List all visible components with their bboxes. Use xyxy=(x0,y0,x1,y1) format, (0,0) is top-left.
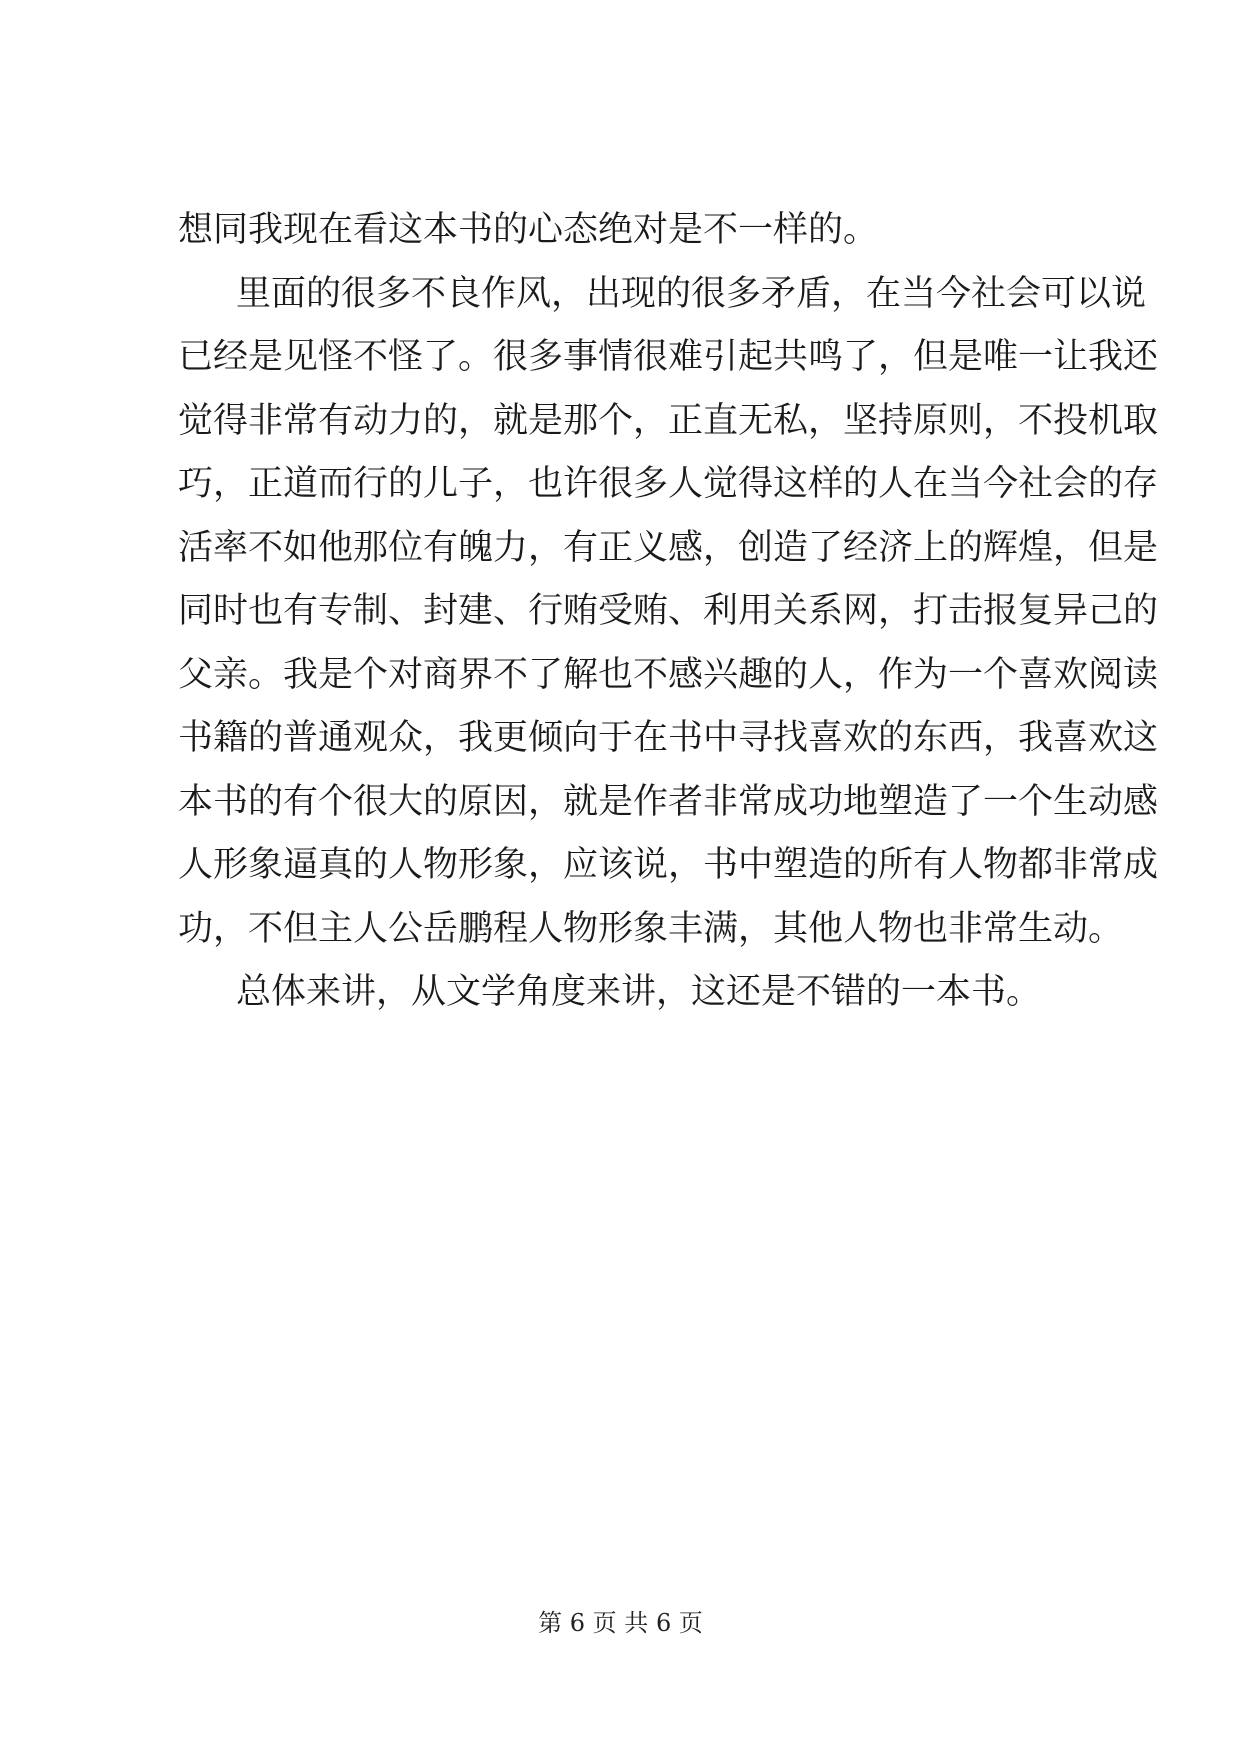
paragraph-line: 同时也有专制、封建、行贿受贿、利用关系网，打击报复异己的 xyxy=(178,591,1159,631)
paragraph-line: 本书的有个很大的原因，就是作者非常成功地塑造了一个生动感 xyxy=(178,782,1159,822)
page-number-footer: 第 6 页 共 6 页 xyxy=(538,1609,703,1637)
paragraph-line: 书籍的普通观众，我更倾向于在书中寻找喜欢的东西，我喜欢这 xyxy=(178,718,1159,758)
paragraph-line: 父亲。我是个对商界不了解也不感兴趣的人，作为一个喜欢阅读 xyxy=(178,655,1159,695)
paragraph-line: 里面的很多不良作风，出现的很多矛盾，在当今社会可以说 xyxy=(236,274,1147,314)
paragraph-line: 巧，正道而行的儿子，也许很多人觉得这样的人在当今社会的存 xyxy=(178,464,1159,504)
paragraph-line: 想同我现在看这本书的心态绝对是不一样的。 xyxy=(178,210,879,250)
paragraph-line: 活率不如他那位有魄力，有正义感，创造了经济上的辉煌，但是 xyxy=(178,528,1159,568)
paragraph-line: 人形象逼真的人物形象，应该说，书中塑造的所有人物都非常成 xyxy=(178,845,1159,885)
paragraph-line: 功，不但主人公岳鹏程人物形象丰满，其他人物也非常生动。 xyxy=(178,909,1124,949)
paragraph-line: 总体来讲，从文学角度来讲，这还是不错的一本书。 xyxy=(236,972,1042,1012)
paragraph-line: 已经是见怪不怪了。很多事情很难引起共鸣了，但是唯一让我还 xyxy=(178,337,1159,377)
paragraph-line: 觉得非常有动力的，就是那个，正直无私，坚持原则，不投机取 xyxy=(178,401,1159,441)
